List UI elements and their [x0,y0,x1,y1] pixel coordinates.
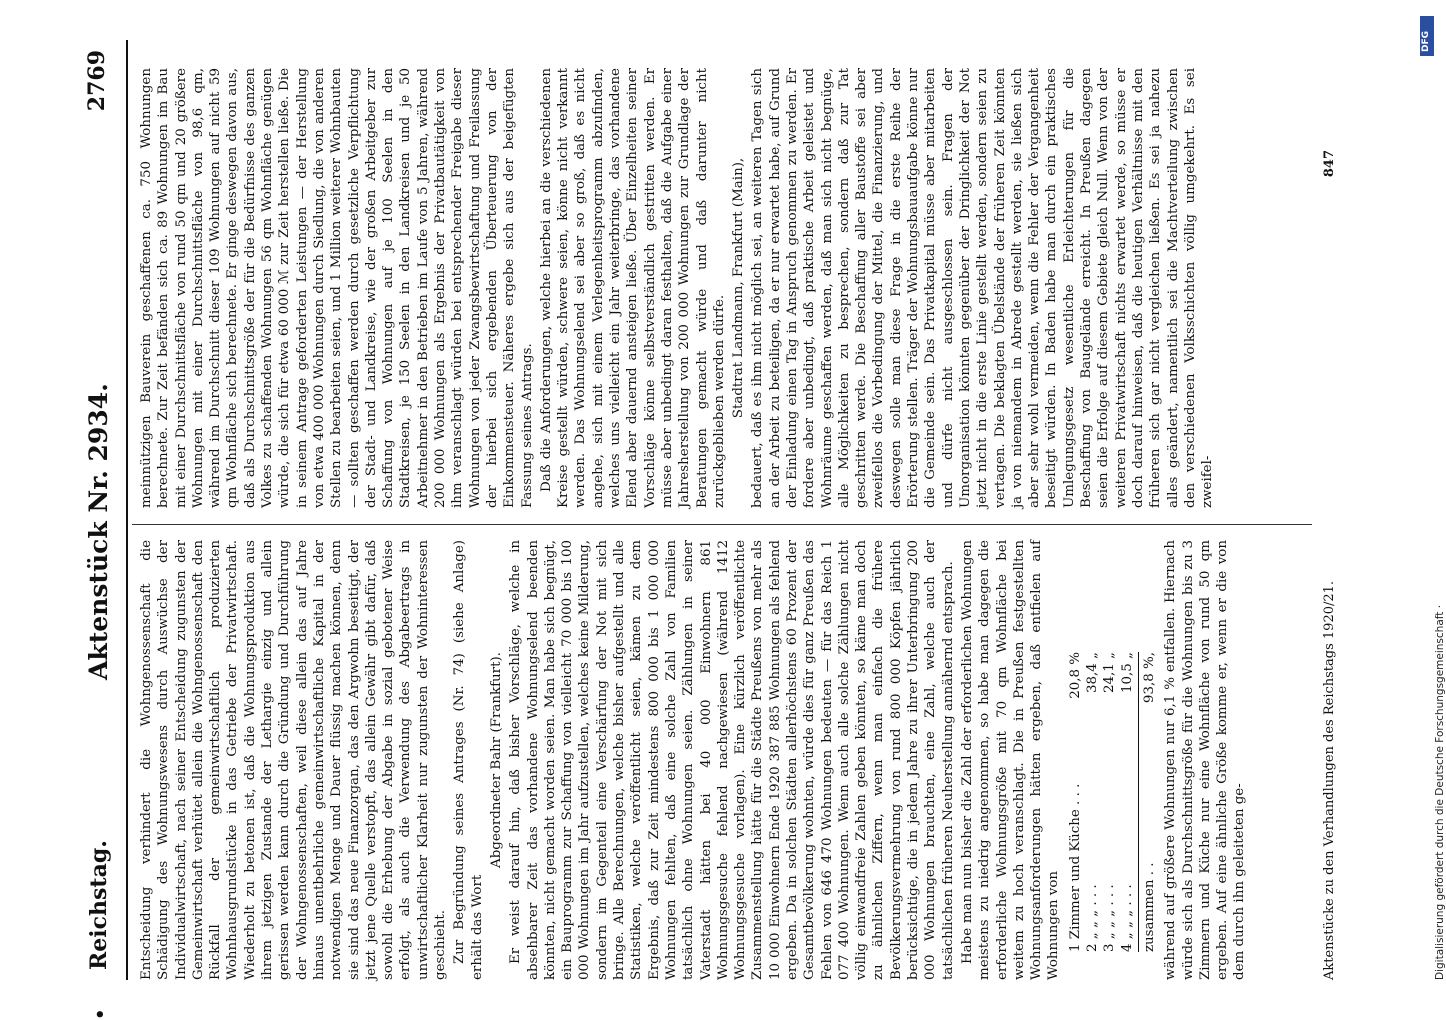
paragraph: bedauert, daß es ihm nicht möglich sei, an weiteren Tagen sich an der Arbeit zu beteiligen, da er nur erwartet habe, auf Grund der Einladung einen Tag in Anspruch genommen zu werden. Er fordere aber unbedingt, daß praktische Arbeit geleistet und Wohnräume geschaffen werden, daß man sich nicht begnüge, alle Möglichkeiten zu besprechen, sondern daß zur Tat geschritten werde. Die Beschaffung aller Baustoffe sei aber zweifellos die Vorbedingung der Mittel, die Finanzierung, und deswegen solle man diese Frage in die erste Reihe der Erörterung stellen. Träger der Wohnungsbauaufgabe könne nur die Gemeinde sein. Das Privatkapital müsse aber mitarbeiten und dürfe nicht ausgeschlossen sein. Fragen der Umorganisation könnten gegenüber der Dringlichkeit der Not jetzt nicht in die erste Linie gestellt werden, sondern seien zu vertagen. Die beklagten Übelstände der früheren Zeit könnten ja von niemandem in Abrede gestellt werden, sie ließen sich aber sehr wohl vermeiden, wenn die Fehler der Vergangenheit beseitigt würden. In Baden habe man durch ein praktisches Umlegungsgesetz wesentliche Erleichterungen für die Beschaffung von Baugelände erreicht. In Preußen dagegen seien die Erfolge auf diesem Gebiete gleich Null. Wenn von der weiteren Privatwirtschaft nichts erwartet werde, so müsse er doch darauf hinweisen, daß die heutigen Verhältnisse mit den früheren sich gar nicht vergleichen ließen. Es sei ja nahezu alles geändert, namentlich sei die Machtverteilung zwischen den verschiedenen Volksschichten völlig umgekehrt. Es sei zweifel- [750,68,1216,508]
table-sum-value: 93,8 %, [1141,652,1157,704]
table-label: 1 Zimmer und Küche . . . [1067,783,1083,952]
paragraph: Daß die Anforderungen, welche hierbei an die verschiedenen Kreise gestellt würden, schwere seien, könne nicht verkannt werden. Das Wohnungselend sei aber so groß, daß es nicht angehe, sich mit einem Verlegenheitsprogramm abzufinden, welches uns vielleicht ein Jahr weiterbringe, das vorhandene Elend aber dauernd ansteigen ließe. Über Einzelheiten seiner Vorschläge könne selbstverständlich gestritten werden. Er müsse aber unbedingt daran festhalten, daß die Aufgabe einer Jahresherstellung von 200 000 Wohnungen zur Grundlage der Beratungen gemacht würde und daß darunter nicht zurückgeblieben werden dürfe. [538,68,727,508]
paragraph: Entscheidung verhindert die Wohngenossenschaft die Schädigung des Wohnungswesens durch Auswüchse der Individualwirtschaft, nach seiner Entscheidung zugunsten der Gemeinwirtschaft verhütet allein die Wohngenossenschaft den Rückfall der gemeinwirtschaftlich produzierten Wohnhausgrundstücke in das Getriebe der Privatwirtschaft. Wiederholt zu betonen ist, daß die Wohnungsproduktion aus ihrem jetzigen Zustande der Lethargie einzig und allein gerissen werden kann durch die Gründung und Durchführung der Wohngenossenschaften, weil diese allein das auf Jahre hinaus unentbehrliche gemeinwirtschaftliche Kapital in der notwendigen Menge und Dauer flüssig machen können, denn sie sind das neue Finanzorgan, das den Argwohn beseitigt, der jetzt jene Quelle verstopft, das allein Gewähr gibt dafür, daß sowohl die Erhebung der Abgabe in sozial gebotener Weise erfolgt, als auch die Verwendung des Abgabeertrags in unwirtschaftlicher Klarheit nur zugunsten der Wohninteressen geschieht. [139,540,449,980]
table-row [1067,652,1084,952]
table-label: 4 „ „ „ . . . [1119,884,1135,952]
table-row [1119,652,1136,952]
paragraph: während auf größere Wohnungen nur 6,1 % entfallen. Hiernach würde sich als Durchschnittsgröße für die Wohnungen bis zu 3 Zimmern und Küche nur eine Wohnfläche von rund 50 qm ergeben. Auf eine ähnliche Größe komme er, wenn er die von dem durch ihn geleiteten ge- [1163,540,1248,980]
table-value: 10,5 „ [1119,652,1135,694]
dfg-logo [1420,16,1434,56]
page-number: 2769 [84,50,110,112]
table-value: 20,8 % [1067,652,1083,699]
table-value: 38,4 „ [1085,652,1101,694]
table-label: 2 „ „ „ . . . [1085,884,1101,952]
paragraph: Zur Begründung seines Antrages (Nr. 74) (siehe Anlage) erhält das Wort [452,540,485,980]
footer-sheet-number: 847 [1322,150,1337,178]
page-footer [1318,40,1348,980]
header-title: Aktenstück Nr. 2934. [84,383,113,680]
table-row [1084,652,1101,952]
page-header [80,40,120,1020]
column-separator [132,524,1312,525]
rotated-page [80,40,1400,1020]
table-row [1101,652,1118,952]
header-left: Reichstag. [86,840,112,970]
right-column [138,68,1318,508]
paragraph: Er weist darauf hin, daß bisher Vorschläge, welche in absehbarer Zeit das vorhandene Wohnungselend beenden könnten, nicht gemacht worden seien. Man habe sich begnügt, ein Bauprogramm zur Schaffung von vielleicht 70 000 bis 100 000 Wohnungen im Jahr aufzustellen, welches keine Milderung, sondern im Gegenteil eine Verschärfung der Not mit sich bringe. Alle Berechnungen, welche bisher aufgestellt und alle Statistiken, welche veröffentlicht seien, kämen zu dem Ergebnis, daß zur Zeit mindestens 800 000 bis 1 000 000 Wohnungen fehlten, daß eine solche Zahl von Familien tatsächlich ohne Wohnungen seien. Zählungen in seiner Vaterstadt hätten bei 40 000 Einwohnern 861 Wohnungsgesuche fehlend nachgewiesen (während 1412 Wohnungsgesuche vorlagen). Eine kürzlich veröffentlichte Zusammenstellung hätte für die Städte Preußens von mehr als 10 000 Einwohnern Ende 1920 387 885 Wohnungen als fehlend ergeben. Da in solchen Städten allerhöchstens 60 Prozent der Gesamtbevölkerung wohnten, würde dies für ganz Preußen das Fehlen von 646 470 Wohnungen bedeuten — für das Reich 1 077 400 Wohnungen. Wenn auch alle solche Zählungen nicht völlig einwandfreie Zahlen geben könnten, so käme man doch zu ähnlichen Ziffern, wenn man einfach die frühere Bevölkerungsvermehrung von rund 800 000 Köpfen jährlich berücksichtige, die in jedem Jahre zu ihrer Unterbringung 200 000 Wohnungen brauchten, eine Zahl, welche auch der tatsächlichen früheren Neuherstellung annähernd entsprach. [508,540,956,980]
paragraph: meinnützigen Bauverein geschaffenen ca. 750 Wohnungen berechnete. Zur Zeit befänden sich ca. 89 Wohnungen im Bau mit einer Durchschnittsfläche von rund 50 qm und 20 größere Wohnungen mit einer Durchschnittsfläche von 98,6 qm, während im Durchschnitt dieser 109 Wohnungen auf nicht 59 qm Wohnfläche sich berechnete. Er ginge deswegen davon aus, daß als Durchschnittsgröße der für die Bedürfnisse des ganzen Volkes zu schaffenden Wohnungen 56 qm Wohnfläche genügen würde, die sich für etwa 60 000 ℳ zur Zeit herstellen ließe. Die in seinem Antrage geforderten Leistungen — der Herstellung von etwa 400 000 Wohnungen durch Siedlung, die von anderen Stellen zu bearbeiten seien, und 1 Million weiterer Wohnbauten — sollten geschaffen werden durch gesetzliche Verpflichtung der Stadt- und Landkreise, wie der großen Arbeitgeber zur Schaffung von Wohnungen auf je 100 Seelen in den Stadtkreisen, je 150 Seelen in den Landkreisen und je 50 Arbeitnehmer in den Betrieben im Laufe von 5 Jahren, während 200 000 Wohnungen als Ergebnis der Privatbautätigkeit von ihm veranschlagt würden bei entsprechender Freigabe dieser Wohnungen von jeder Zwangsbewirtschaftung und Freilassung der hierbei sich ergebenden Überteuerung von der Einkommensteuer. Näheres ergebe sich aus der beigefügten Fassung seines Antrags. [139,68,535,508]
table-sum-row [1138,652,1158,952]
paragraph: Habe man nun bisher die Zahl der erforderlichen Wohnungen meistens zu niedrig angenommen, so habe man dagegen die erforderliche Wohnungsgröße mit 70 qm Wohnfläche bei weitem zu hoch veranschlagt. Die in Preußen festgestellten Wohnungsanforderungen hätten ergeben, daß entfielen auf Wohnungen von [959,540,1062,980]
header-dot: • [90,1008,111,1020]
dfg-logo-text: DFG [1421,30,1431,52]
left-column [138,540,1318,980]
table-sum-label: zusammen . . [1141,862,1157,952]
table-label: 3 „ „ „ . . . [1102,884,1118,952]
percentage-table [1067,652,1158,952]
header-rule [126,40,128,980]
digitization-text: Digitalisierung gefördert durch die Deutsche Forschungsgemeinschaft · [1434,604,1446,980]
speaker-heading: Stadtrat Landmann, Frankfurt (Main), [731,157,747,419]
table-value: 24,1 „ [1102,652,1118,694]
digitization-note [1420,10,1446,990]
footer-source: Aktenstücke zu den Verhandlungen des Reichstags 1920/21. [1322,580,1337,980]
speaker-heading: Abgeordneter Bahr (Frankfurt). [488,652,504,868]
